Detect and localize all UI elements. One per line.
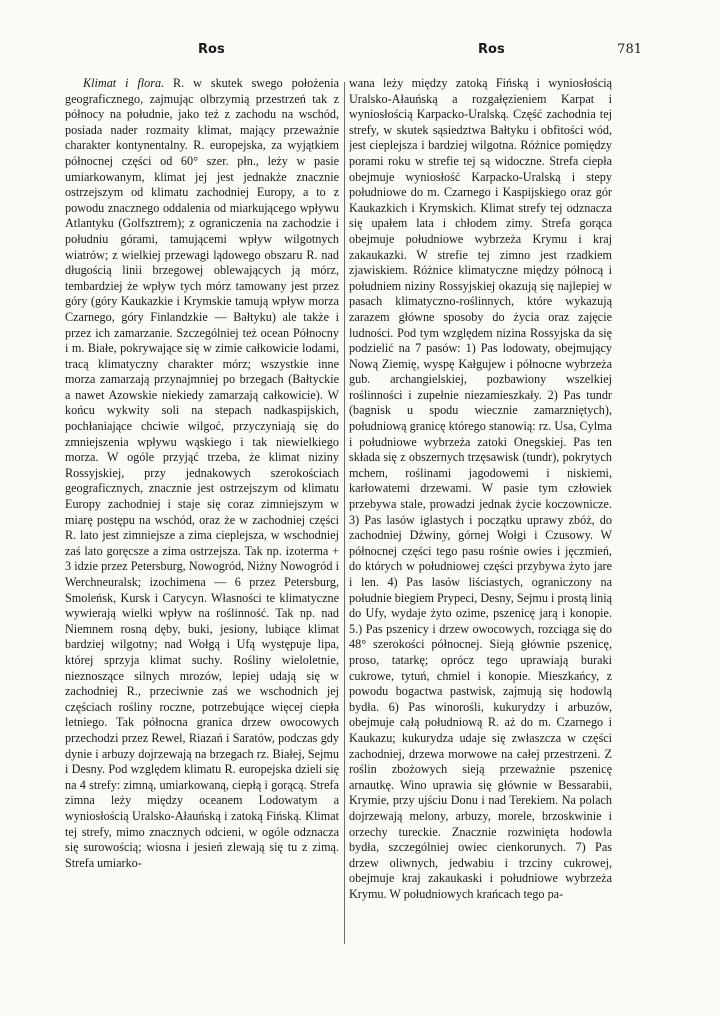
page-header (60, 42, 642, 62)
right-column-text: wana leży między zatoką Fińską i wyniosłością Uralsko-Ałauńską a rozgałęzieniem Karpat i wyniosłością Karpacko-Uralską. Część zachodnia tej strefy, w skutek sąsiedztwa Bałtyku i obfitości wód, jest cieplejsza i bardziej wilgotna. Różnice pomiędzy porami roku w strefie tej są widoczne. Strefa ciepła obejmuje wyniosłość Karpacko-Uralską i stepy południowe do m. Czarnego i Kaspijskiego oraz gór Kaukazkich i Krymskich. Klimat strefy tej odznacza się upałem lata i chłodem zimy. Strefa gorąca obejmuje południowe wybrzeża Krymu i kraj zakaukazki. W strefie tej zimno jest rzadkiem zjawiskiem. Różnice klimatyczne między północą i południem niziny Rossyjskiej okazują się najlepiej w pasach klimatyczno-roślinnych, które wykazują zarazem główne sposoby do życia oraz zajęcie ludności. Pod tym względem nizina Rossyjska da się podzielić na 7 pasów: 1) Pas lodowaty, obejmujący Nową Ziemię, wyspę Kałgujew i północne wybrzeża gub. archangielskiej, pozbawiony wszelkiej roślinności i zupełnie niezamieszkały. 2) Pas tundr (bagnisk u spodu wiecznie zamarzniętych), południową granicę którego stanowią: rz. Usa, Cylma i południowe wybrzeża zatoki Onegskiej. Pas ten składa się z obszernych trzęsawisk (tundr), pokrytych mchem, roślinami jagodowemi i niskiemi, karłowatemi drzewami. W pasie tym człowiek przebywa stale, prowadzi jednak życie koczownicze. 3) Pas lasów iglastych i początku uprawy zbóż, do zachodniej Dźwiny, górnej Wołgi i Czusowy. W północnej części tego pasu rośnie owies i jęczmień, do których w południowej części przybywa żyto jare i len. 4) Pas lasów liściastych, ograniczony na południe biegiem Prypeci, Desny, Sejmu i prostą linią do Ufy, wydaje żyto ozime, pszenicę jarą i konopie. 5.) Pas pszenicy i drzew owocowych, rozciąga się do 48° szerokości północnej. Sieją głównie pszenicę, proso, tatarkę; oprócz tego uprawiają buraki cukrowe, tytuń, chmiel i konopie. Mieszkańcy, z powodu bogactwa pastwisk, zajmują się hodowlą bydła. 6) Pas winorośli, kukurydzy i arbuzów, obejmuje całą południową R. aż do m. Czarnego i Kaukazu; kukurydza udaje się zwłaszcza w części zachodniej, drzewa morwowe na całej przestrzeni. Z roślin zbożowych sieją przeważnie pszenicę arnautkę. Wino uprawia się głównie w Bessarabii, Krymie, przy ujściu Donu i nad Terekiem. Na polach dojrzewają melony, arbuzy, morele, brzoskwinie i orzechy tureckie. Znacznie rozwinięta hodowla bydła, szczególniej owiec cienkorunych. 7) Pas drzew oliwnych, jedwabiu i trzciny cukrowej, obejmuje kraj zakaukaski i południowe wybrzeża Krymu. W południowych krańcach tego pa- (349, 76, 612, 901)
left-column-paragraph (65, 76, 339, 871)
page-number: 781 (617, 42, 642, 57)
left-running-head: Ros (198, 42, 225, 57)
right-column (349, 76, 612, 952)
right-column-paragraph (349, 76, 612, 902)
section-lead-in: Klimat i flora. (83, 76, 165, 90)
left-column-text: R. w skutek swego położenia geograficznego, zajmując olbrzymią przestrzeń tak z północy na południe, jako też z zachodu na wschód, posiada nader rozmaity klimat, mający przeważnie charakter kontynentalny. R. europejska, za wyjątkiem północnej części od 60° szer. płn., leży w pasie umiarkowanym, klimat jej jest jednakże znacznie ostrzejszym od klimatu zachodniej Europy, a to z powodu znacznego oddalenia od miarkującego wpływu Atlantyku (Golfsztrem); z ograniczenia na zachodzie i południu górami, tamującemi wpływ wilgotnych wiatrów; z wielkiej przewagi lądowego obszaru R. nad długością linii brzegowej oblewających ją mórz, tembardziej że wpływ tych mórz tamowany jest przez góry (góry Kaukazkie i Krymskie tamują wpływ morza Czarnego, góry Finlandzkie — Bałtyku) ale także i przez ich zamarzanie. Szczególniej też ocean Północny i m. Białe, pokrywające się w zimie całkowicie lodami, tracą klimatyczny charakter mórz; wszystkie inne morza zamarzają przynajmniej po brzegach (Bałtyckie a nawet Azowskie niekiedy zamarzają całkowicie). W końcu wykwity soli na stepach nadkaspijskich, pochłaniające chciwie wilgoć, przyczyniają się do zmniejszenia wpływu wąskiego i tak niewielkiego morza. W ogóle przyjąć trzeba, że klimat niziny Rossyjskiej, przy jednakowych szerokościach geograficznych, znacznie jest ostrzejszym od klimatu Europy zachodniej i staje się coraz zimniejszym w miarę postępu na wschód, oraz że w zachodniej części R. lato jest zimniejsze a zima cieplejsza, w wschodniej zaś lato goręcsze a zima ostrzejsza. Tak np. izoterma + 3 idzie przez Petersburg, Nowogród, Niżny Nowogród i Werchneuralsk; izochimena — 6 przez Petersburg, Smoleńsk, Kursk i Carycyn. Własności te klimatyczne wywierają wielki wpływ na roślinność. Tak np. nad Niemnem rosną dęby, buki, jesiony, lubiące klimat bardziej wilgotny; nad Wołgą i Ufą występuje lipa, której sprzyja klimat suchy. Rośliny wieloletnie, nieznoszące silnych mrozów, lepiej udają się w zachodniej R., przeciwnie zaś we wschodnich jej częściach rośliny roczne, potrzebujące więcej ciepła letniego. Tak północna granica drzew owocowych przechodzi przez Rewel, Riazań i Saratów, podczas gdy dynie i arbuzy dojrzewają na brzegach rz. Białej, Sejmu i Desny. Pod względem klimatu R. europejska dzieli się na 4 strefy: zimną, umiarkowaną, ciepłą i gorącą. Strefa zimna leży między oceanem Lodowatym a wyniosłością Uralsko-Ałauńską i zatoką Fińską. Klimat tej strefy, mimo znacznych odcieni, w ogóle odznacza się surowością; wiosna i jesień zlewają się tu z zimą. Strefa umiarko- (65, 76, 339, 870)
left-column (65, 76, 339, 952)
column-divider (344, 82, 345, 944)
right-running-head: Ros (478, 42, 505, 57)
